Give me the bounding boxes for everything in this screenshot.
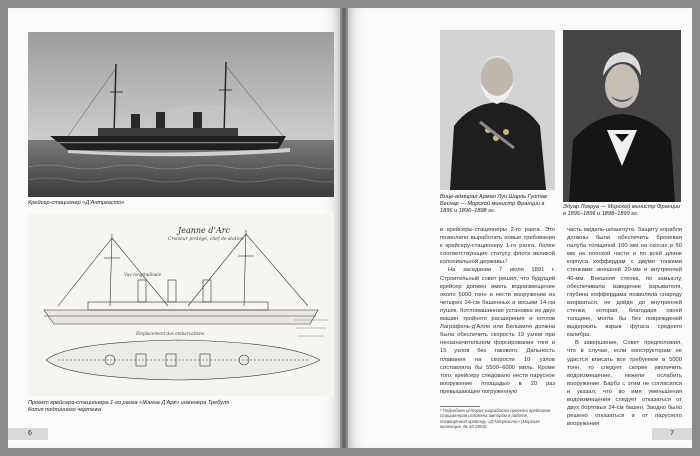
drawing-caption-line1: Проект крейсера-стационера 1-го ранга «Жанна Д’Арк» инженера Требуля: [28, 400, 230, 406]
text-column-1: [440, 226, 555, 396]
right-page: [345, 8, 692, 448]
portrait-lockroy-image: [563, 30, 681, 202]
column2-paragraph-2: В завершение, Совет предположил, что в случае, если конструкторам не удастся вписать все требуемое в 5000 тонн, то следует скорее увеличить водоизмещение, нежели ослабить вооружение. Барбэ с этим не согласился и указал, что во имя уменьшения водоизмещения следует отказаться от двух бортовых 24-см башен. Заодно было решено отказаться и от парусного вооружения: [567, 340, 682, 428]
cruiser-photo: [28, 32, 334, 197]
text-column-2: [567, 226, 682, 428]
portrait-lockroy-caption: Эдуар Локруа — Морской министр Франции в 1895–1896 и 1898–1899 гг.: [563, 204, 681, 217]
page-number-right: 7: [670, 430, 674, 437]
page-number-left: 6: [28, 430, 32, 437]
column2-paragraph-1: часть мидель-шпангоута. Защиту корабля должны были обеспечить броневая палуба толщиной 100 мм на скосах и 50 мм на плоской части и по всей длине корпуса коффердам с двумя тонкими стенками: внешней 20-мм и внутренней 40-мм. Внешняя стенка, по замыслу, обеспечивала взведение взрывателя, глубина коффердама позволяла снаряду взорваться, не дойдя до внутренней стенки, которая, благодаря своей толщине, могла бы без повреждений выдержать взрыв фугаса среднего калибра.: [567, 227, 682, 339]
portrait-lockroy: [563, 30, 681, 202]
column1-paragraph-1: в крейсеры-стационеры 2-го ранга. Это позволило выработать новые требования к крейсеру-стационеру 1-го ранга, более соответствующие статусу флота великой колониальной державы.¹: [440, 227, 555, 266]
drawing-caption-line2: Копия подлинного чертежа: [28, 407, 102, 413]
drawing-subtitle: Croiseur protégé, chef de station: [168, 237, 244, 242]
portrait-besnard-image: [440, 30, 555, 190]
footnote: ¹ Подробнее история разработки проекта крейсеров-стационеров изложена автором в работе, посвящённой крейсеру «Д’Антркасто» (Морская коллекция, № 10-2003).: [440, 408, 552, 430]
ship-drawing: [28, 214, 334, 396]
drawing-label-plan: Emplacement des embarcations: [136, 331, 205, 336]
drawing-label-profile: Vue longitudinale: [124, 272, 162, 277]
portrait-besnard: [440, 30, 555, 190]
drawing-caption: [28, 400, 334, 414]
left-page: [8, 8, 343, 448]
book-gutter: [340, 8, 348, 448]
portrait-besnard-caption: Вице-адмирал Арман Луи Шарль Гуотав Беснар — Морской министр Франции в 1896 и 1896–1898 гг.: [440, 194, 547, 214]
cruiser-photo-caption: Крейсер-стационер «Д’Антркасто»: [28, 200, 125, 206]
footnote-rule: [440, 406, 480, 407]
column1-paragraph-2: На заседании 7 июля 1891 г. Строительный совет решил, что будущий крейсер должен иметь водоизмещение около 5000 тонн и нести вооружение из четырех 24-см башенных и восьми 14-см пушек. Котломашинная установка из двух машин тройного расширения и котлов Лаграфель-д’Алле или Бельвиля должна была обеспечить скорость 19 узлов при неназначительном форсировании тяги и 15 узлов без такового. Дальность плавания на скорости 10 узлов составляла бы 5500–6000 миль. Кроме того, крейсеру следовало нести парусное вооружение площадью в 20 раз превышающее погруженную: [440, 267, 555, 395]
cruiser-photo-image: [28, 32, 334, 197]
drawing-title: Jeanne d’Arc: [178, 226, 231, 235]
